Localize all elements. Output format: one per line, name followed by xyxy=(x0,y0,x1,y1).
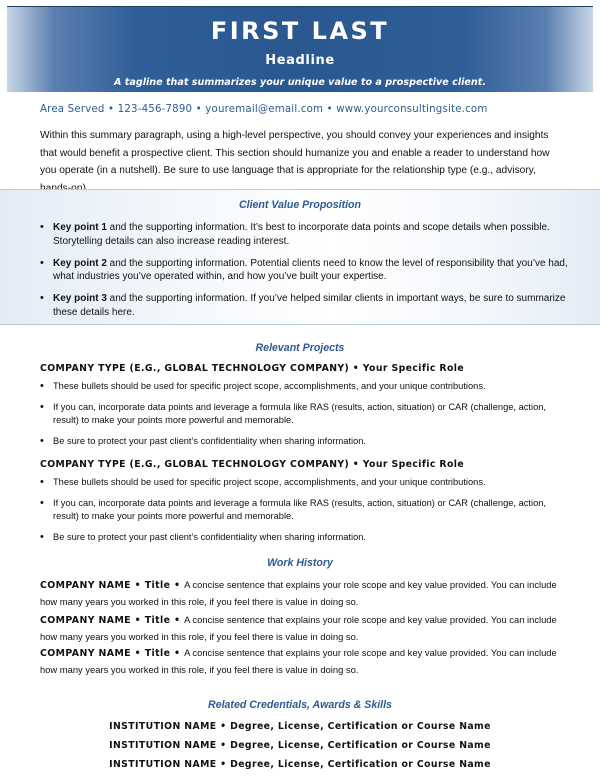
list-item xyxy=(40,257,568,285)
list-item xyxy=(40,292,568,320)
client-value-title: Client Value Proposition xyxy=(238,199,362,211)
resume-header xyxy=(7,6,593,92)
headline: Headline xyxy=(265,53,335,68)
work-description: A concise sentence that explains your role scope and key value provided. You can include how many years you worked in this role, if you feel there is value in doing so. xyxy=(40,579,557,607)
list-item: • These bullets should be used for specific project scope, accomplishments, and your unique contributions. xyxy=(40,476,568,490)
list-item: • Be sure to protect your past client’s confidentiality when sharing information. xyxy=(40,531,568,545)
list-item xyxy=(40,221,568,249)
project-company-line: COMPANY TYPE (E.G., GLOBAL TECHNOLOGY COMPANY) • Your Specific Role xyxy=(40,363,465,374)
credentials-title: Related Credentials, Awards & Skills xyxy=(208,699,392,711)
project-bullets xyxy=(40,380,568,455)
list-item: • Be sure to protect your past client’s confidentiality when sharing information. xyxy=(40,435,568,449)
work-description: A concise sentence that explains your role scope and key value provided. You can include how many years you worked in this role, if you feel there is value in doing so. xyxy=(40,647,557,675)
work-company: COMPANY NAME • Title • xyxy=(40,648,185,659)
work-company: COMPANY NAME • Title • xyxy=(40,580,185,591)
work-entry xyxy=(40,577,568,609)
person-name: FIRST LAST xyxy=(210,17,390,45)
key-point-text: and the supporting information. If you’ve helped similar clients in important ways, be sure to summarize these details here. xyxy=(53,293,566,318)
key-point-label: Key point 2 xyxy=(53,257,107,269)
list-item: • If you can, incorporate data points and leverage a formula like RAS (results, action, situation) or CAR (challenge, action, result) to make your points more powerful and memorable. xyxy=(40,401,568,428)
key-point-label: Key point 1 xyxy=(53,222,107,233)
contact-line: Area Served • 123-456-7890 • youremail@email.com • www.yourconsultingsite.com xyxy=(40,104,488,115)
credential-line: INSTITUTION NAME • Degree, License, Certification or Course Name xyxy=(109,759,491,770)
client-value-list xyxy=(40,221,568,328)
tagline: A tagline that summarizes your unique value to a prospective client. xyxy=(114,77,486,88)
summary-paragraph: Within this summary paragraph, using a high-level perspective, you should convey your experiences and insights that would benefit a prospective client. This section should humanize you and enable a reader to understand how you operate (in a nutshell). Be sure to use language that is appropriate for the relationship type (e.g., advisory, xyxy=(40,130,550,177)
key-point-text: and the supporting information. It’s best to incorporate data points and scope details when possible. Storytelling details can also increase reading interest. xyxy=(53,222,550,247)
work-company: COMPANY NAME • Title • xyxy=(40,615,185,626)
projects-title: Relevant Projects xyxy=(255,342,345,354)
work-history-title: Work History xyxy=(267,557,333,569)
work-description: A concise sentence that explains your role scope and key value provided. You can include how many years you worked in this role, if you feel there is value in doing so. xyxy=(40,614,557,642)
project-bullets xyxy=(40,476,568,551)
credential-line: INSTITUTION NAME • Degree, License, Certification or Course Name xyxy=(109,740,491,751)
project-company-line: COMPANY TYPE (E.G., GLOBAL TECHNOLOGY COMPANY) • Your Specific Role xyxy=(40,459,465,470)
credential-line: INSTITUTION NAME • Degree, License, Certification or Course Name xyxy=(109,721,491,732)
list-item: • If you can, incorporate data points and leverage a formula like RAS (results, action, situation) or CAR (challenge, action, result) to make your points more powerful and memorable. xyxy=(40,497,568,524)
work-entry xyxy=(40,612,568,644)
work-entry xyxy=(40,645,568,677)
key-point-label: Key point 3 xyxy=(53,293,107,305)
key-point-text: and the supporting information. Potential clients need to know the level of responsibility that you’ve had, what industries you’ve operated within, and how you’ve built your expertise. xyxy=(53,257,568,283)
list-item: • These bullets should be used for specific project scope, accomplishments, and your unique contributions. xyxy=(40,380,568,394)
